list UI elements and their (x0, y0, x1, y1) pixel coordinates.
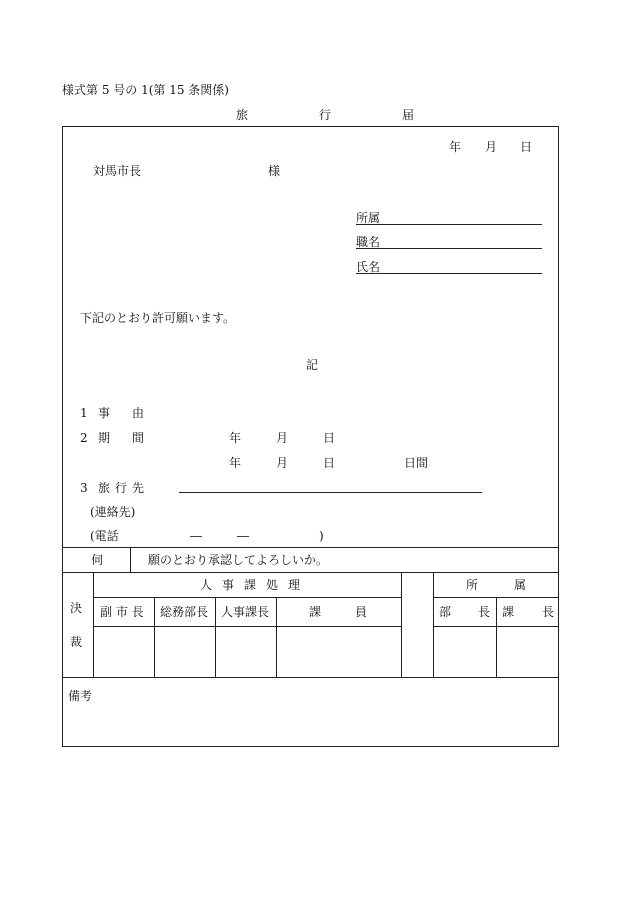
col-vice-mayor: 副 市 長 (100, 605, 144, 619)
divider (62, 572, 559, 573)
label-char: 旅 (98, 481, 111, 495)
stamp-cell-general-affairs-director[interactable] (155, 627, 215, 677)
form-number: 様式第 5 号の 1(第 15 条関係) (62, 83, 229, 97)
header-char: 理 (287, 578, 300, 592)
header-char: 長 (477, 605, 490, 619)
period-start-day: 日 (323, 431, 336, 445)
dept-header (466, 578, 526, 592)
contact-label: (連絡先) (90, 505, 136, 519)
divider (401, 572, 402, 677)
phone-dash: ― (190, 529, 202, 543)
header-char: 員 (354, 605, 367, 619)
label-char: 間 (131, 431, 144, 445)
title-char: 行 (318, 108, 331, 122)
header-char: 人 (200, 578, 213, 592)
header-char: 所 (466, 578, 479, 592)
item-3-number: 3 (80, 481, 88, 495)
divider (93, 597, 401, 598)
col-general-affairs-director: 総務部長 (160, 605, 209, 619)
item-2-number: 2 (80, 431, 88, 445)
label-char: 先 (131, 481, 144, 495)
label-char: 行 (114, 481, 127, 495)
header-char: 長 (541, 605, 554, 619)
col-dept-head (439, 605, 490, 619)
header-char: 課 (502, 605, 515, 619)
position-line[interactable] (356, 248, 542, 249)
ki-heading: 記 (306, 358, 319, 372)
affiliation-label: 所属 (356, 211, 381, 225)
title-char: 旅 (236, 108, 249, 122)
phone-dash: ― (237, 529, 249, 543)
col-hr-staff (309, 605, 367, 619)
period-end-month: 月 (276, 456, 289, 470)
date-day: 日 (520, 140, 533, 154)
request-text: 下記のとおり許可願います。 (80, 311, 236, 325)
header-char: 処 (265, 578, 278, 592)
remarks-label: 備考 (68, 689, 93, 703)
name-line[interactable] (356, 273, 542, 274)
header-char: 課 (243, 578, 256, 592)
period-start-year: 年 (229, 431, 242, 445)
phone-close: ) (319, 529, 324, 543)
label-char: 事 (98, 406, 111, 420)
label-char: 期 (98, 431, 111, 445)
period-days-label: 日間 (404, 456, 429, 470)
date-year: 年 (449, 140, 462, 154)
header-char: 部 (439, 605, 452, 619)
item-1-label (98, 406, 144, 420)
item-1-number: 1 (80, 406, 88, 420)
item-2-label (98, 431, 144, 445)
title-char: 届 (401, 108, 414, 122)
label-char: 由 (131, 406, 144, 420)
affiliation-line[interactable] (356, 224, 542, 225)
stamp-cell-hr-staff[interactable] (277, 627, 401, 677)
divider (62, 547, 559, 548)
date-month: 月 (485, 140, 498, 154)
stamp-cell-hr-section-chief[interactable] (216, 627, 276, 677)
addressee-name: 対馬市長 (93, 164, 142, 178)
position-label: 職名 (356, 235, 381, 249)
addressee-honorific: 様 (268, 164, 281, 178)
destination-line[interactable] (179, 492, 482, 493)
col-section-head (502, 605, 554, 619)
stamp-cell-dept-head[interactable] (434, 627, 496, 677)
decision-label-char: 決 (70, 601, 83, 615)
name-label: 氏名 (356, 260, 381, 274)
inquiry-label: 伺 (91, 553, 104, 567)
col-hr-section-chief: 人事課長 (221, 605, 270, 619)
item-3-label (98, 481, 144, 495)
document-title (236, 108, 414, 122)
decision-label-char: 裁 (70, 635, 83, 649)
period-start-month: 月 (276, 431, 289, 445)
remarks-area[interactable] (63, 678, 558, 746)
header-char: 事 (221, 578, 234, 592)
inquiry-text: 願のとおり承認してよろしいか。 (148, 553, 329, 567)
hr-processing-header (200, 578, 300, 592)
stamp-cell-vice-mayor[interactable] (94, 627, 154, 677)
header-char: 課 (309, 605, 322, 619)
phone-label: (電話 (90, 529, 119, 543)
divider (130, 547, 131, 572)
header-char: 属 (513, 578, 526, 592)
period-end-year: 年 (229, 456, 242, 470)
stamp-cell-section-head[interactable] (497, 627, 559, 677)
period-end-day: 日 (323, 456, 336, 470)
